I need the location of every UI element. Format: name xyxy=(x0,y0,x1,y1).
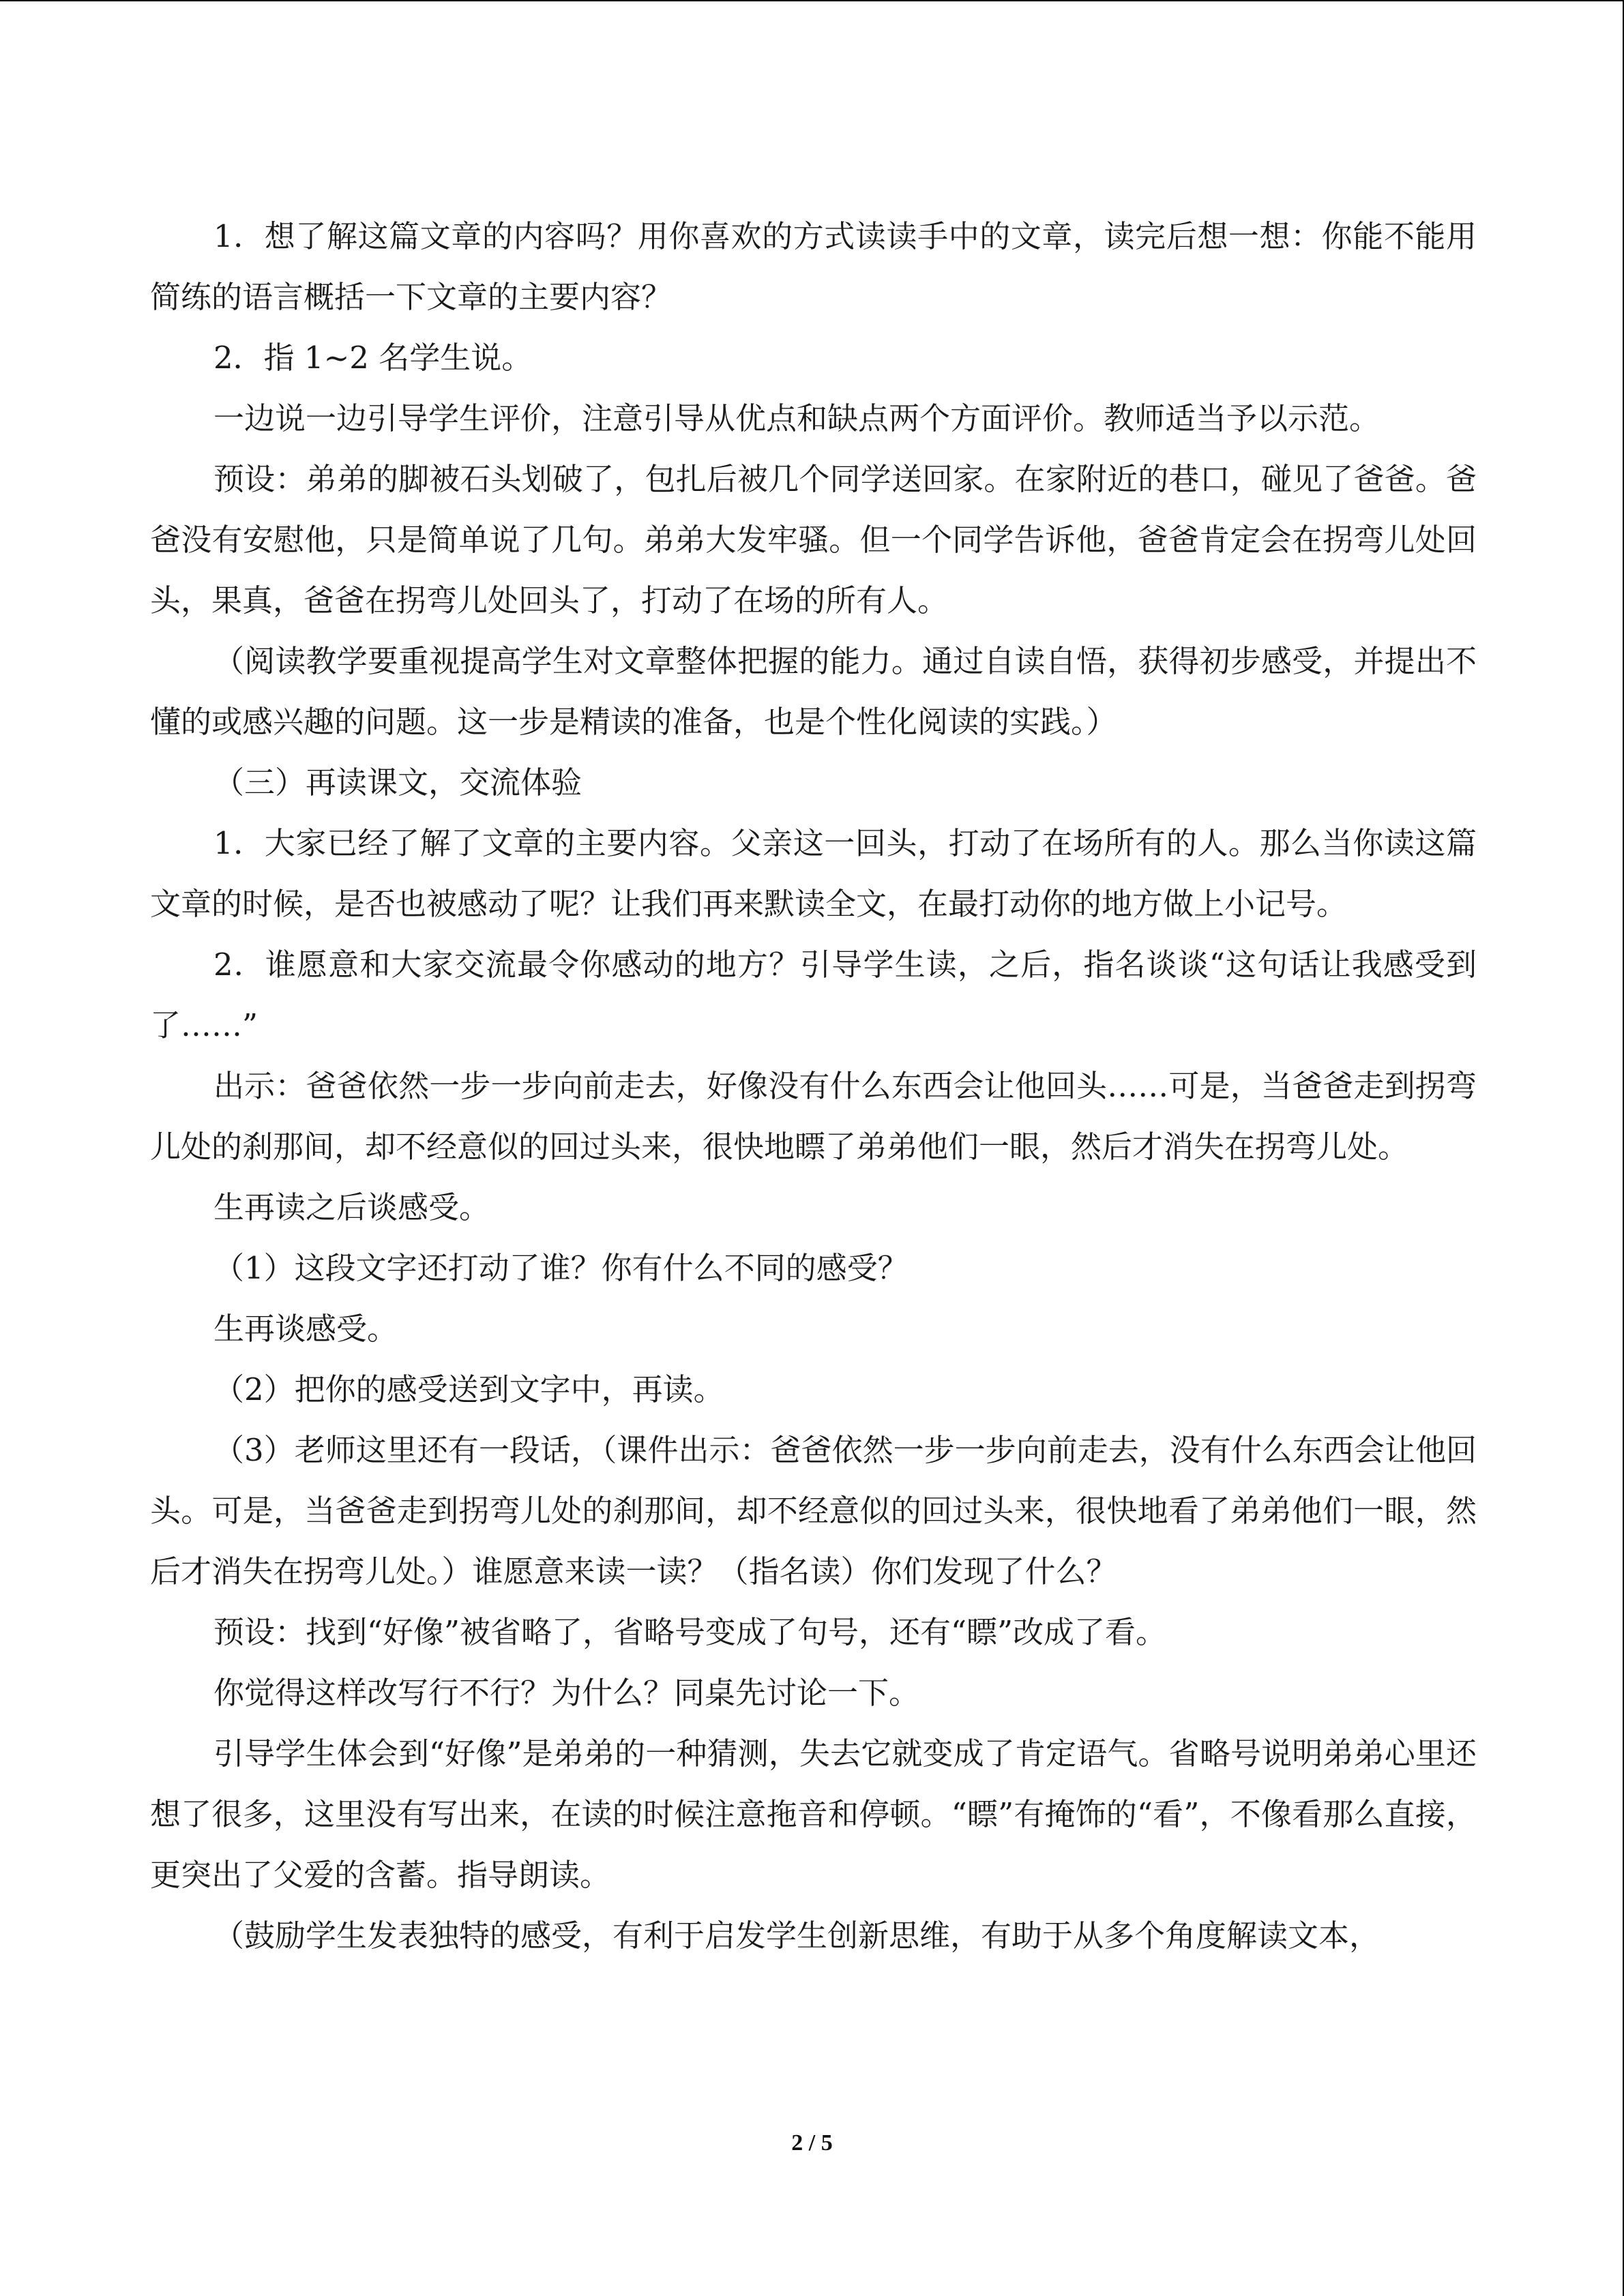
paragraph-2: 2．指 1~2 名学生说。 xyxy=(213,340,533,376)
paragraph-15: 预设：找到“好像”被省略了，省略号变成了句号，还有“瞟”改成了看。 xyxy=(213,1614,1167,1650)
page-number: 2 / 5 xyxy=(791,2130,833,2156)
document-body xyxy=(150,206,1477,1966)
paragraph-7: 1．大家已经了解了文章的主要内容。父亲这一回头，打动了在场所有的人。那么当你读这篇文章的时候，是否也被感动了呢？让我们再来默读全文，在最打动你的地方做上小记号。 xyxy=(150,825,1477,922)
paragraph-9: 出示：爸爸依然一步一步向前走去，好像没有什么东西会让他回头……可是，当爸爸走到拐弯儿处的刹那间，却不经意似的回过头来，很快地瞟了弟弟他们一眼，然后才消失在拐弯儿处。 xyxy=(150,1068,1477,1165)
paragraph-4: 预设：弟弟的脚被石头划破了，包扎后被几个同学送回家。在家附近的巷口，碰见了爸爸。爸爸没有安慰他，只是简单说了几句。弟弟大发牢骚。但一个同学告诉他，爸爸肯定会在拐弯儿处回头，果真，爸爸在拐弯儿处回头了，打动了在场的所有人。 xyxy=(150,461,1477,618)
paragraph-17: 引导学生体会到“好像”是弟弟的一种猜测，失去它就变成了肯定语气。省略号说明弟弟心里还想了很多，这里没有写出来，在读的时候注意拖音和停顿。“瞟”有掩饰的“看”，不像看那么直接，更突出了父爱的含蓄。指导朗读。 xyxy=(150,1735,1477,1893)
paragraph-13: （2）把你的感受送到文字中，再读。 xyxy=(213,1371,724,1407)
paragraph-3: 一边说一边引导学生评价，注意引导从优点和缺点两个方面评价。教师适当予以示范。 xyxy=(213,400,1381,436)
paragraph-11: （1）这段文字还打动了谁？你有什么不同的感受？ xyxy=(213,1250,909,1286)
paragraph-10: 生再读之后谈感受。 xyxy=(213,1189,490,1225)
paragraph-5: （阅读教学要重视提高学生对文章整体把握的能力。通过自读自悟，获得初步感受，并提出不懂的或感兴趣的问题。这一步是精读的准备，也是个性化阅读的实践。） xyxy=(150,643,1477,740)
paragraph-18: （鼓励学生发表独特的感受，有利于启发学生创新思维，有助于从多个角度解读文本， xyxy=(213,1918,1381,1954)
paragraph-12: 生再谈感受。 xyxy=(213,1311,398,1347)
section-heading-3: （三）再读课文，交流体验 xyxy=(213,764,582,801)
page-top-border xyxy=(0,0,1624,1)
paragraph-16: 你觉得这样改写行不行？为什么？同桌先讨论一下。 xyxy=(213,1675,920,1711)
paragraph-1: 1．想了解这篇文章的内容吗？用你喜欢的方式读读手中的文章，读完后想一想：你能不能用简练的语言概括一下文章的主要内容？ xyxy=(150,218,1477,315)
paragraph-14: （3）老师这里还有一段话，（课件出示：爸爸依然一步一步向前走去，没有什么东西会让他回头。可是，当爸爸走到拐弯儿处的刹那间，却不经意似的回过头来，很快地看了弟弟他们一眼，然后才消失在拐弯儿处。）谁愿意来读一读？（指名读）你们发现了什么？ xyxy=(150,1432,1477,1590)
paragraph-8: 2．谁愿意和大家交流最令你感动的地方？引导学生读，之后，指名谈谈“这句话让我感受到了……” xyxy=(150,946,1477,1043)
